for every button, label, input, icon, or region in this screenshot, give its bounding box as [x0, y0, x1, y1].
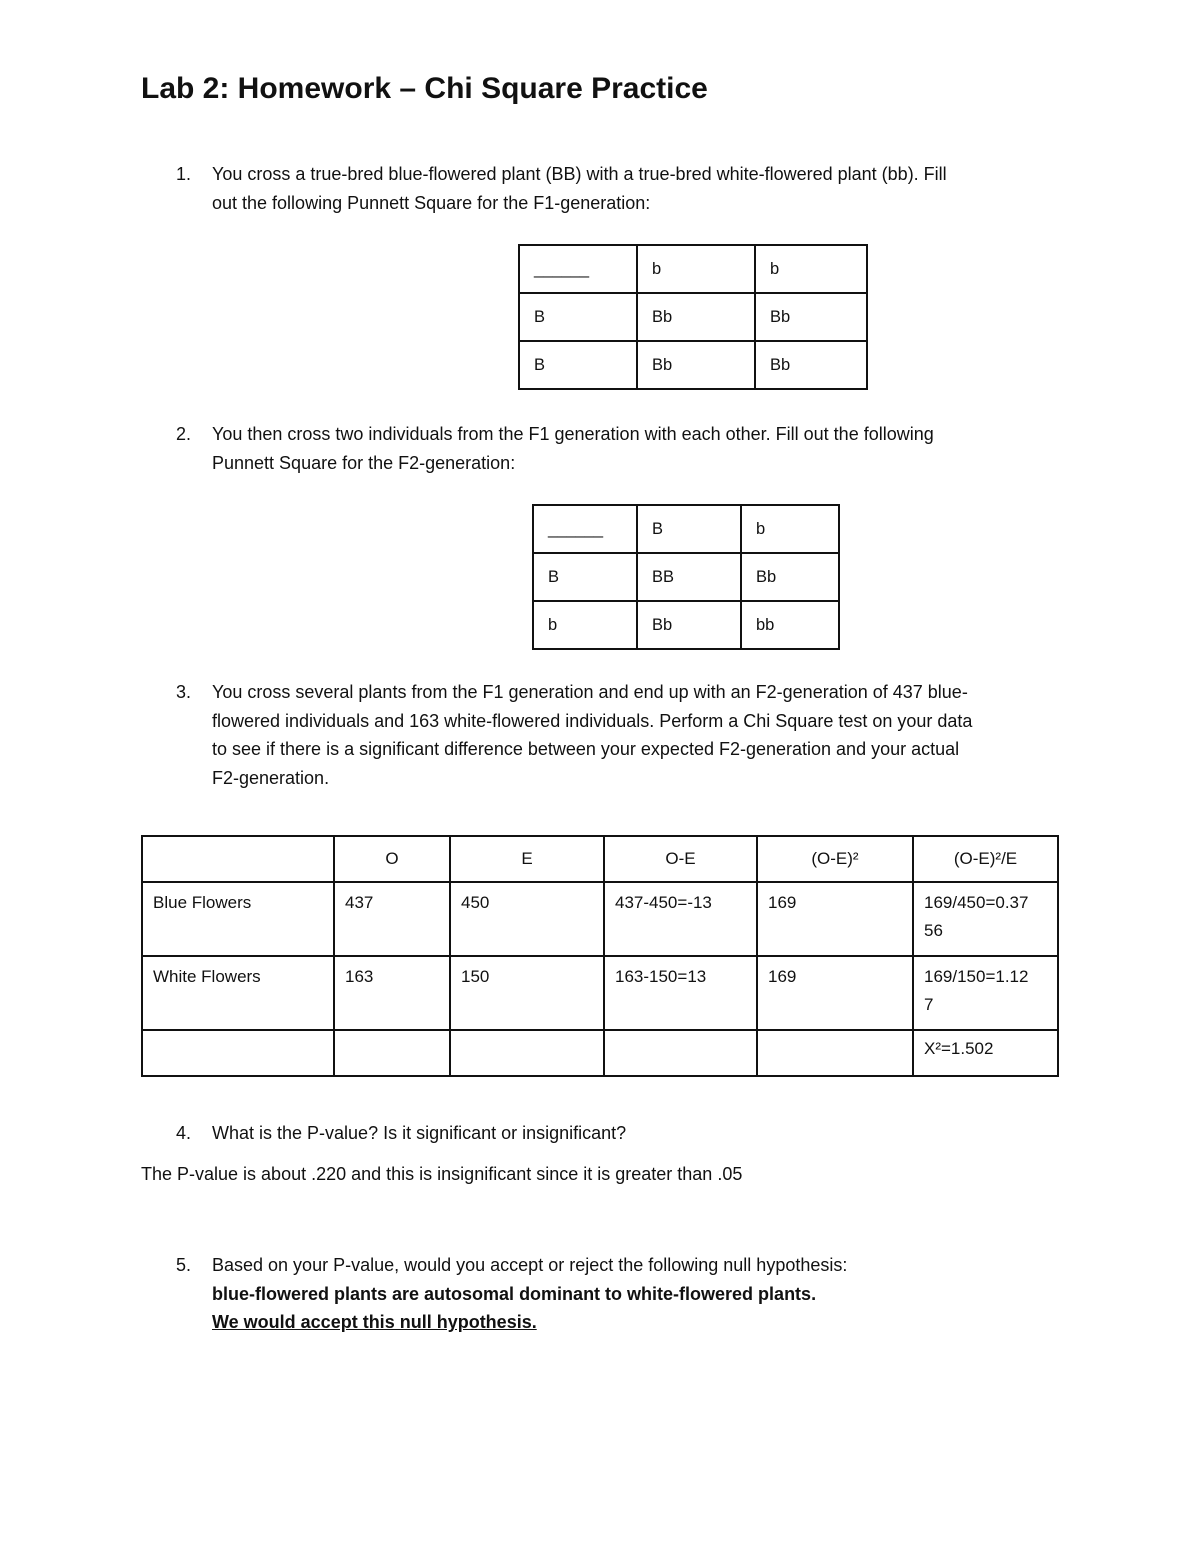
question-text-line: F2-generation.	[212, 767, 330, 788]
question-number: 2.	[176, 424, 192, 444]
table-row	[142, 882, 1058, 956]
question-text-line: What is the P-value? Is it significant or insignificant?	[212, 1123, 627, 1143]
punnett-cell: Bb	[637, 293, 755, 341]
chi-cell: 163-150=13	[604, 956, 757, 1030]
chi-cell	[334, 1030, 450, 1076]
chi-header-cell: (O-E)²	[757, 836, 913, 882]
answer-5: We would accept this null hypothesis.	[212, 1312, 537, 1332]
chi-cell	[913, 882, 1058, 956]
punnett-cell: Bb	[755, 341, 867, 389]
chi-cell-line: 169/150=1.12	[924, 967, 1029, 986]
question-text-line: You cross several plants from the F1 generation and end up with an F2-generation of 437 blue-	[212, 682, 968, 702]
chi-cell: 437	[334, 882, 450, 956]
chi-square-total: X²=1.502	[913, 1030, 1058, 1076]
chi-cell: 169	[757, 882, 913, 956]
punnett-cell: Bb	[755, 293, 867, 341]
chi-cell-line: 56	[924, 921, 943, 940]
chi-cell: 163	[334, 956, 450, 1030]
chi-row-label: White Flowers	[142, 956, 334, 1030]
chi-header-cell	[142, 836, 334, 882]
chi-cell-line: 169/450=0.37	[924, 893, 1029, 912]
question-number: 3.	[176, 682, 192, 702]
chi-cell: 450	[450, 882, 604, 956]
punnett-header-cell: b	[755, 245, 867, 293]
punnett-square-f1	[518, 244, 868, 390]
chi-cell	[913, 956, 1058, 1030]
punnett-header-cell: b	[741, 505, 839, 553]
chi-row-label: Blue Flowers	[142, 882, 334, 956]
punnett-cell: Bb	[637, 341, 755, 389]
question-number: 1.	[176, 164, 192, 184]
question-text-line: Based on your P-value, would you accept or reject the following null hypothesis:	[212, 1255, 848, 1275]
chi-header-cell: O-E	[604, 836, 757, 882]
question-number: 5.	[176, 1255, 192, 1275]
table-row	[142, 1030, 1058, 1076]
answer-4: The P-value is about .220 and this is insignificant since it is greater than .05	[141, 1164, 743, 1184]
page-title: Lab 2: Homework – Chi Square Practice	[141, 72, 708, 105]
question-number: 4.	[176, 1123, 192, 1143]
question-text-line: flowered individuals and 163 white-flowered individuals. Perform a Chi Square test on your data	[212, 710, 973, 731]
punnett-header-cell: B	[637, 505, 741, 553]
punnett-square-f2	[532, 504, 840, 650]
null-hypothesis: blue-flowered plants are autosomal dominant to white-flowered plants.	[212, 1283, 817, 1304]
punnett-corner-cell: ______	[533, 505, 637, 553]
punnett-cell: BB	[637, 553, 741, 601]
chi-header-cell: (O-E)²/E	[913, 836, 1058, 882]
question-text-line: to see if there is a significant difference between your expected F2-generation and your actual	[212, 739, 960, 759]
punnett-cell: bb	[741, 601, 839, 649]
punnett-cell: Bb	[637, 601, 741, 649]
chi-cell	[757, 1030, 913, 1076]
punnett-row-header: B	[519, 293, 637, 341]
chi-header-cell: E	[450, 836, 604, 882]
chi-cell	[450, 1030, 604, 1076]
punnett-corner-cell: ______	[519, 245, 637, 293]
punnett-header-cell: b	[637, 245, 755, 293]
question-text-line: out the following Punnett Square for the F1-generation:	[212, 192, 651, 213]
chi-cell: 169	[757, 956, 913, 1030]
question-text-line: You then cross two individuals from the F1 generation with each other. Fill out the following	[212, 424, 934, 444]
chi-header-cell: O	[334, 836, 450, 882]
chi-cell-line: 7	[924, 995, 934, 1014]
punnett-row-header: B	[519, 341, 637, 389]
question-text-line: You cross a true-bred blue-flowered plant (BB) with a true-bred white-flowered plant (bb). Fill	[212, 164, 947, 184]
question-text-line: Punnett Square for the F2-generation:	[212, 452, 516, 473]
chi-cell: 437-450=-13	[604, 882, 757, 956]
punnett-row-header: b	[533, 601, 637, 649]
table-row	[142, 956, 1058, 1030]
chi-cell	[142, 1030, 334, 1076]
punnett-cell: Bb	[741, 553, 839, 601]
chi-square-table	[141, 835, 1059, 1077]
chi-cell	[604, 1030, 757, 1076]
chi-cell: 150	[450, 956, 604, 1030]
punnett-row-header: B	[533, 553, 637, 601]
